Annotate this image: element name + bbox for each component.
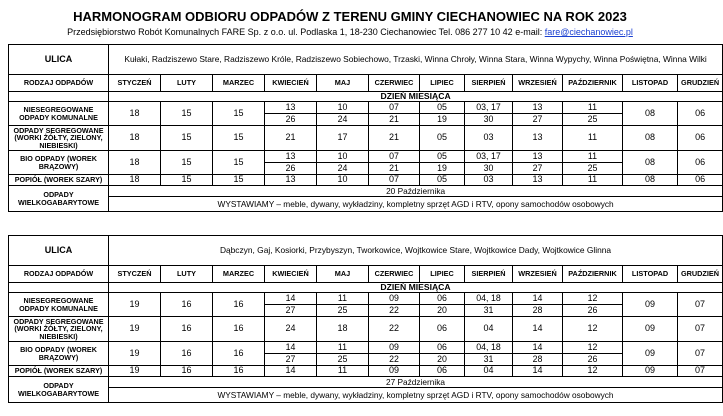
month-header: MAJ (317, 75, 369, 92)
waste-type-header: RODZAJ ODPADÓW (9, 75, 109, 92)
date-cell: 08 (623, 175, 678, 186)
date-cell: 18 (109, 175, 161, 186)
date-cell: 07 (678, 293, 723, 317)
date-cell: 25 (317, 305, 369, 317)
table-row (9, 266, 723, 283)
month-header: LIPIEC (420, 75, 465, 92)
month-header: LUTY (161, 266, 213, 283)
date-cell: 03 (465, 175, 513, 186)
date-cell: 06 (420, 366, 465, 377)
date-cell: 27 (265, 305, 317, 317)
month-header: WRZESIEŃ (513, 75, 563, 92)
month-header: MAJ (317, 266, 369, 283)
table-row (9, 102, 723, 114)
table-row (9, 236, 723, 266)
date-cell: 14 (513, 366, 563, 377)
date-cell: 04, 18 (465, 342, 513, 354)
date-cell: 16 (213, 366, 265, 377)
date-cell: 03, 17 (465, 151, 513, 163)
day-of-month-header: DZIEŃ MIESIĄCA (109, 283, 723, 293)
date-cell: 21 (265, 126, 317, 151)
date-cell: 27 (513, 163, 563, 175)
date-cell: 24 (317, 163, 369, 175)
bio-waste-label: BIO ODPADY (WOREK BRĄZOWY) (9, 342, 109, 366)
month-header: WRZESIEŃ (513, 266, 563, 283)
date-cell: 18 (109, 126, 161, 151)
date-cell: 13 (513, 175, 563, 186)
day-of-month-header: DZIEŃ MIESIĄCA (109, 92, 723, 102)
date-cell: 06 (678, 175, 723, 186)
date-cell: 17 (317, 126, 369, 151)
date-cell: 22 (369, 317, 420, 342)
date-cell: 15 (213, 151, 265, 175)
date-cell: 03 (465, 126, 513, 151)
month-header: LUTY (161, 75, 213, 92)
date-cell: 16 (161, 366, 213, 377)
date-cell: 13 (265, 102, 317, 114)
date-cell: 06 (420, 342, 465, 354)
month-header: LIPIEC (420, 266, 465, 283)
month-header: STYCZEŃ (109, 266, 161, 283)
date-cell: 05 (420, 102, 465, 114)
table-row (9, 366, 723, 377)
page-title: HARMONOGRAM ODBIORU ODPADÓW Z TERENU GMINY CIECHANOWIEC NA ROK 2023 (73, 9, 627, 24)
date-cell: 15 (161, 126, 213, 151)
month-header: KWIECIEŃ (265, 75, 317, 92)
date-cell: 24 (317, 114, 369, 126)
month-header: LISTOPAD (623, 75, 678, 92)
street-list: Kułaki, Radziszewo Stare, Radziszewo Króle, Radziszewo Sobiechowo, Trzaski, Winna Chroły, Winna Stara, Winna Wypychy, Winna Poświętna, Winna Wilki (109, 45, 723, 75)
table-row (9, 75, 723, 92)
date-cell: 08 (623, 126, 678, 151)
table-row (9, 126, 723, 151)
date-cell: 19 (109, 293, 161, 317)
street-label: ULICA (9, 45, 109, 75)
ash-label: POPIÓŁ (WOREK SZARY) (9, 366, 109, 377)
date-cell: 25 (317, 354, 369, 366)
date-cell: 11 (563, 126, 623, 151)
date-cell: 30 (465, 114, 513, 126)
table-row (9, 186, 723, 197)
date-cell: 16 (213, 317, 265, 342)
sorted-waste-label: ODPADY SEGREGOWANE (WORKI ŻÓŁTY, ZIELONY, NIEBIESKI) (9, 126, 109, 151)
month-header: PAŹDZIERNIK (563, 75, 623, 92)
date-cell: 21 (369, 126, 420, 151)
date-cell: 03, 17 (465, 102, 513, 114)
date-cell: 24 (265, 317, 317, 342)
date-cell: 31 (465, 305, 513, 317)
date-cell: 26 (563, 305, 623, 317)
email-link[interactable]: fare@ciechanowiec.pl (544, 27, 633, 37)
street-label: ULICA (9, 236, 109, 266)
table-row (9, 342, 723, 354)
month-header: STYCZEŃ (109, 75, 161, 92)
bulky-waste-date: 20 Października (109, 186, 723, 197)
date-cell: 10 (317, 151, 369, 163)
date-cell: 16 (161, 293, 213, 317)
month-header: SIERPIEŃ (465, 75, 513, 92)
blank-cell (9, 283, 109, 293)
date-cell: 26 (265, 114, 317, 126)
date-cell: 14 (265, 366, 317, 377)
date-cell: 14 (513, 317, 563, 342)
date-cell: 19 (420, 114, 465, 126)
date-cell: 12 (563, 342, 623, 354)
month-header: SIERPIEŃ (465, 266, 513, 283)
street-list: Dąbczyn, Gaj, Kosiorki, Przybyszyn, Tworkowice, Wojtkowice Stare, Wojtkowice Dady, Wojtkowice Glinna (109, 236, 723, 266)
date-cell: 25 (563, 114, 623, 126)
date-cell: 11 (317, 342, 369, 354)
date-cell: 20 (420, 305, 465, 317)
table-row (9, 377, 723, 388)
mixed-waste-label: NIESEGREGOWANE ODPADY KOMUNALNE (9, 293, 109, 317)
date-cell: 14 (265, 342, 317, 354)
date-cell: 15 (213, 175, 265, 186)
date-cell: 09 (623, 366, 678, 377)
table-row (9, 388, 723, 403)
date-cell: 26 (563, 354, 623, 366)
date-cell: 15 (213, 102, 265, 126)
date-cell: 13 (265, 175, 317, 186)
month-header: MARZEC (213, 75, 265, 92)
date-cell: 15 (161, 175, 213, 186)
date-cell: 30 (465, 163, 513, 175)
date-cell: 15 (161, 151, 213, 175)
bulky-waste-date: 27 Października (109, 377, 723, 388)
date-cell: 26 (265, 163, 317, 175)
date-cell: 15 (161, 102, 213, 126)
date-cell: 14 (513, 293, 563, 305)
blank-cell (9, 92, 109, 102)
date-cell: 19 (109, 317, 161, 342)
date-cell: 11 (317, 366, 369, 377)
date-cell: 13 (265, 151, 317, 163)
date-cell: 18 (109, 151, 161, 175)
date-cell: 27 (265, 354, 317, 366)
date-cell: 16 (213, 293, 265, 317)
table-row (9, 92, 723, 102)
date-cell: 16 (161, 317, 213, 342)
date-cell: 04, 18 (465, 293, 513, 305)
date-cell: 11 (563, 102, 623, 114)
date-cell: 05 (420, 151, 465, 163)
month-header: KWIECIEŃ (265, 266, 317, 283)
date-cell: 28 (513, 354, 563, 366)
date-cell: 13 (513, 102, 563, 114)
date-cell: 04 (465, 317, 513, 342)
table-row (9, 283, 723, 293)
date-cell: 07 (678, 317, 723, 342)
company-info (0, 27, 700, 37)
date-cell: 04 (465, 366, 513, 377)
date-cell: 19 (420, 163, 465, 175)
date-cell: 11 (563, 151, 623, 163)
month-header: PAŹDZIERNIK (563, 266, 623, 283)
date-cell: 18 (317, 317, 369, 342)
table-row (9, 293, 723, 305)
table-row (9, 45, 723, 75)
date-cell: 10 (317, 175, 369, 186)
date-cell: 05 (420, 175, 465, 186)
date-cell: 11 (563, 175, 623, 186)
schedule-table-2 (8, 235, 723, 403)
date-cell: 05 (420, 126, 465, 151)
date-cell: 22 (369, 354, 420, 366)
date-cell: 25 (563, 163, 623, 175)
date-cell: 06 (678, 126, 723, 151)
date-cell: 07 (678, 342, 723, 366)
date-cell: 06 (678, 102, 723, 126)
date-cell: 18 (109, 102, 161, 126)
table-row (9, 151, 723, 163)
date-cell: 06 (420, 293, 465, 305)
date-cell: 07 (369, 175, 420, 186)
bulky-waste-info: WYSTAWIAMY – meble, dywany, wykładziny, kompletny sprzęt AGD i RTV, opony samochodów osobowych (109, 388, 723, 403)
date-cell: 19 (109, 342, 161, 366)
date-cell: 20 (420, 354, 465, 366)
month-header: LISTOPAD (623, 266, 678, 283)
date-cell: 07 (369, 151, 420, 163)
date-cell: 27 (513, 114, 563, 126)
date-cell: 12 (563, 293, 623, 305)
date-cell: 22 (369, 305, 420, 317)
month-header: GRUDZIEŃ (678, 266, 723, 283)
date-cell: 08 (623, 102, 678, 126)
ash-label: POPIÓŁ (WOREK SZARY) (9, 175, 109, 186)
date-cell: 16 (161, 342, 213, 366)
date-cell: 14 (265, 293, 317, 305)
waste-type-header: RODZAJ ODPADÓW (9, 266, 109, 283)
date-cell: 06 (678, 151, 723, 175)
date-cell: 10 (317, 102, 369, 114)
date-cell: 12 (563, 366, 623, 377)
date-cell: 31 (465, 354, 513, 366)
table-row (9, 175, 723, 186)
schedule-table-1 (8, 44, 723, 212)
month-header: GRUDZIEŃ (678, 75, 723, 92)
month-header: CZERWIEC (369, 75, 420, 92)
date-cell: 13 (513, 151, 563, 163)
date-cell: 11 (317, 293, 369, 305)
month-header: MARZEC (213, 266, 265, 283)
date-cell: 13 (513, 126, 563, 151)
date-cell: 16 (213, 342, 265, 366)
date-cell: 08 (623, 151, 678, 175)
table-row (9, 317, 723, 342)
date-cell: 12 (563, 317, 623, 342)
date-cell: 09 (623, 342, 678, 366)
date-cell: 21 (369, 114, 420, 126)
bulky-waste-label: ODPADY WIELKOGABARYTOWE (9, 377, 109, 403)
sorted-waste-label: ODPADY SEGREGOWANE (WORKI ŻÓŁTY, ZIELONY, NIEBIESKI) (9, 317, 109, 342)
date-cell: 28 (513, 305, 563, 317)
date-cell: 09 (623, 293, 678, 317)
date-cell: 07 (369, 102, 420, 114)
bulky-waste-info: WYSTAWIAMY – meble, dywany, wykładziny, kompletny sprzęt AGD i RTV, opony samochodów osobowych (109, 197, 723, 212)
month-header: CZERWIEC (369, 266, 420, 283)
mixed-waste-label: NIESEGREGOWANE ODPADY KOMUNALNE (9, 102, 109, 126)
date-cell: 09 (623, 317, 678, 342)
date-cell: 19 (109, 366, 161, 377)
date-cell: 09 (369, 342, 420, 354)
date-cell: 06 (420, 317, 465, 342)
date-cell: 21 (369, 163, 420, 175)
date-cell: 14 (513, 342, 563, 354)
bio-waste-label: BIO ODPADY (WOREK BRĄZOWY) (9, 151, 109, 175)
date-cell: 15 (213, 126, 265, 151)
date-cell: 09 (369, 366, 420, 377)
bulky-waste-label: ODPADY WIELKOGABARYTOWE (9, 186, 109, 212)
company-address: Przedsiębiorstwo Robót Komunalnych FARE Sp. z o.o. ul. Podlaska 1, 18-230 Ciechanowiec Tel. 086 277 10 42 e-mail: (67, 27, 545, 37)
table-row (9, 197, 723, 212)
date-cell: 09 (369, 293, 420, 305)
date-cell: 07 (678, 366, 723, 377)
